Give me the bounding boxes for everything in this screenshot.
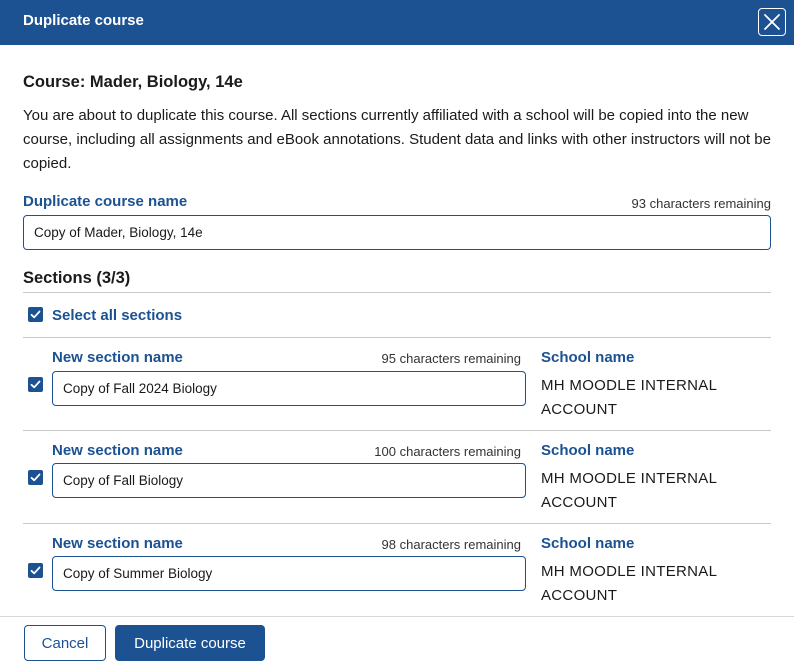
section-name-input[interactable] (52, 463, 526, 498)
school-name-value: MH MOODLE INTERNAL ACCOUNT (541, 563, 717, 604)
school-name-label: School name (541, 442, 635, 459)
select-all-label[interactable]: Select all sections (52, 307, 183, 324)
section-chars-remaining: 95 characters remaining (381, 351, 521, 366)
section-chars-remaining: 98 characters remaining (381, 537, 521, 552)
cancel-button[interactable]: Cancel (24, 625, 106, 661)
close-button[interactable] (758, 8, 786, 36)
duplicate-name-label: Duplicate course name (23, 193, 188, 210)
course-description: You are about to duplicate this course. All sections currently affiliated with a school will be copied into the new course, including all assignments and eBook annotations. Student data and links with other instructors will not be copied. (23, 107, 771, 172)
school-name-label: School name (541, 349, 635, 366)
dialog-title: Duplicate course (23, 12, 144, 29)
section-name-input[interactable] (52, 556, 526, 591)
sections-divider (23, 292, 771, 293)
section-name-input[interactable] (52, 371, 526, 406)
checkmark-icon (30, 565, 41, 576)
checkmark-icon (30, 309, 41, 320)
section-checkbox[interactable] (28, 377, 43, 392)
section-name-label: New section name (52, 442, 183, 459)
course-heading: Course: Mader, Biology, 14e (23, 73, 243, 91)
section-divider (23, 523, 771, 524)
close-icon (763, 13, 781, 31)
school-name-value: MH MOODLE INTERNAL ACCOUNT (541, 377, 717, 418)
dialog-body[interactable] (0, 45, 794, 616)
checkmark-icon (30, 379, 41, 390)
section-name-label: New section name (52, 535, 183, 552)
checkmark-icon (30, 472, 41, 483)
sections-heading: Sections (3/3) (23, 269, 131, 287)
section-divider (23, 430, 771, 431)
duplicate-course-button[interactable]: Duplicate course (115, 625, 265, 661)
section-name-label: New section name (52, 349, 183, 366)
school-name-label: School name (541, 535, 635, 552)
duplicate-name-chars-remaining: 93 characters remaining (631, 196, 771, 211)
duplicate-name-input[interactable] (23, 215, 771, 250)
school-name-value: MH MOODLE INTERNAL ACCOUNT (541, 470, 717, 511)
section-chars-remaining: 100 characters remaining (374, 444, 521, 459)
section-checkbox[interactable] (28, 563, 43, 578)
dialog-header (0, 0, 794, 45)
dialog-footer (0, 616, 794, 666)
section-checkbox[interactable] (28, 470, 43, 485)
select-all-checkbox[interactable] (28, 307, 43, 322)
select-all-divider (23, 337, 771, 338)
